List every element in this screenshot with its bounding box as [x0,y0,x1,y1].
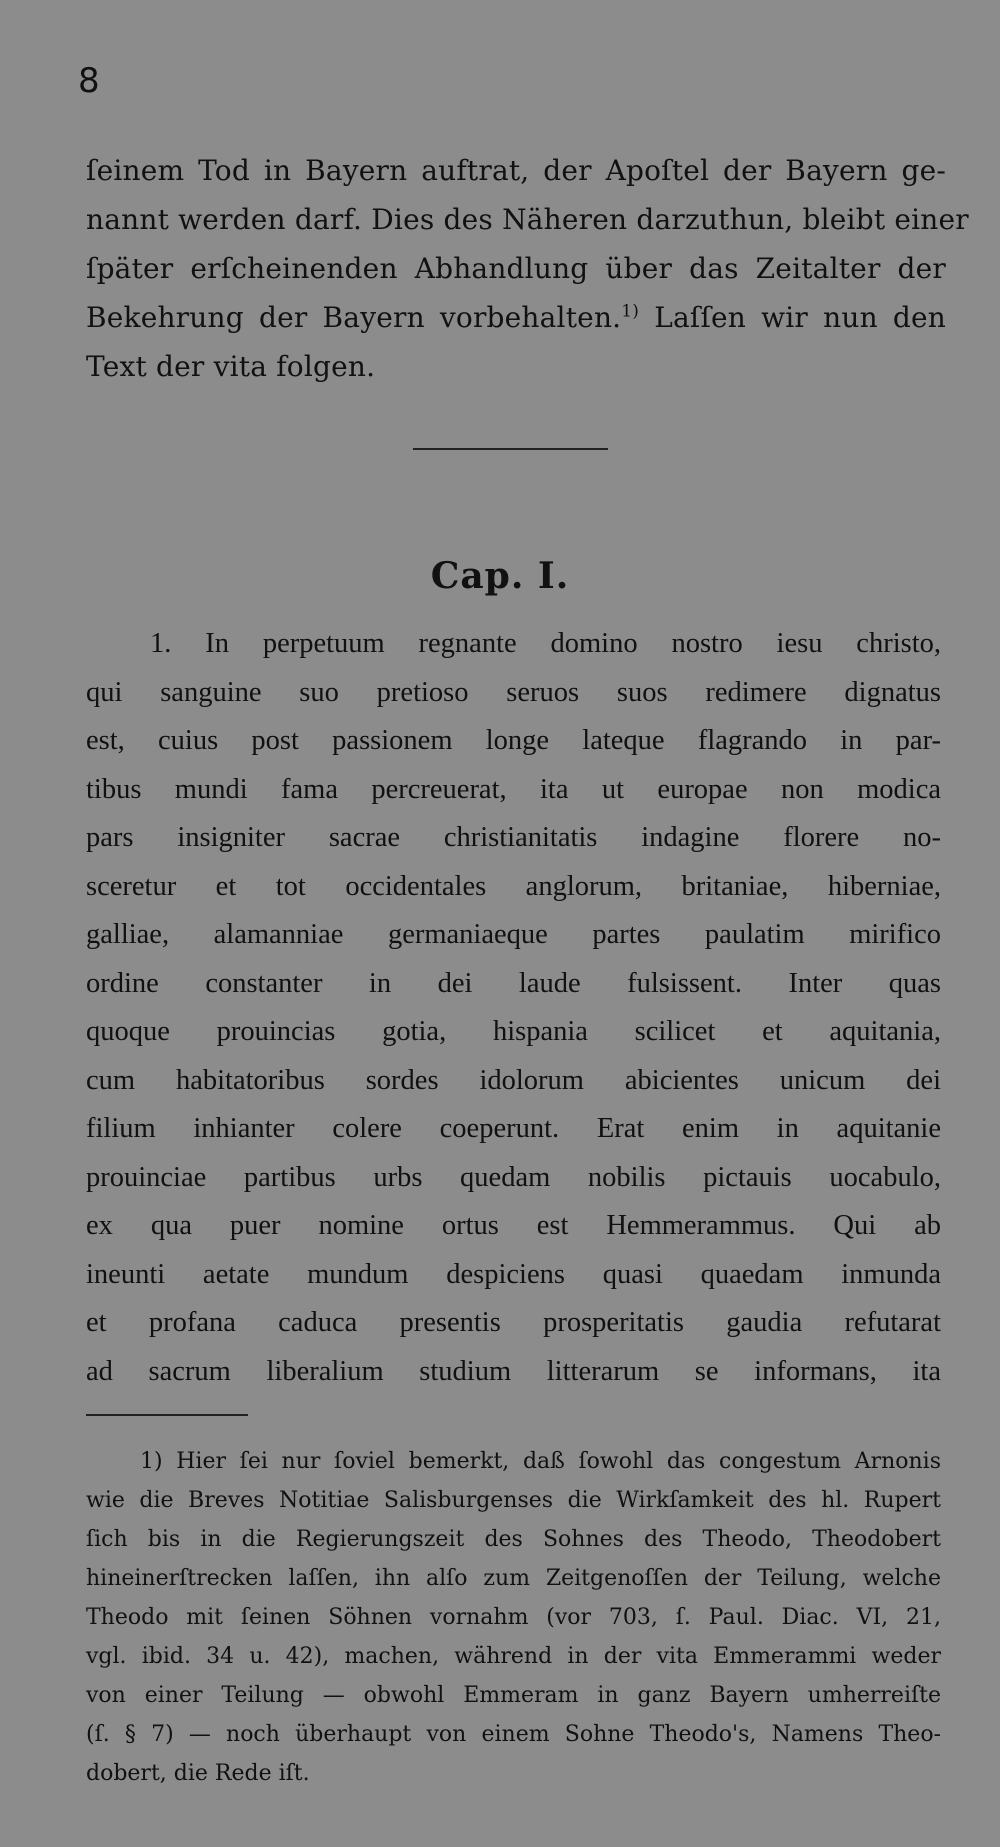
footnote-line: (ſ. § 7) — noch überhaupt von einem Sohne Theodo's, Namens Theo- [86,1722,941,1747]
body-line: quoque prouincias gotia, hispania scilicet et aquitania, [86,1016,941,1047]
intro-line: ſpäter erſcheinenden Abhandlung über das Zeitalter der [86,252,946,285]
body-line: ineunti aetate mundum despiciens quasi quaedam inmunda [86,1258,941,1290]
section-divider [413,448,608,450]
footnote-line: dobert, die Rede iſt. [86,1761,310,1786]
body-line: ordine constanter in dei laude fulsissent. Inter quas [86,967,941,999]
footnote-reference: 1) [621,301,640,322]
intro-line: Text der vita folgen. [86,350,376,383]
body-line: pars insigniter sacrae christianitatis indagine florere no- [86,822,941,853]
footnote-line: hineinerſtrecken laſſen, ihn alſo zum Zeitgenoſſen der Teilung, welche [86,1566,941,1591]
body-line: ad sacrum liberalium studium litterarum se informans, ita [86,1355,941,1387]
intro-line: nannt werden darf. Dies des Näheren darzuthun, bleibt einer [86,203,969,236]
body-line: sceretur et tot occidentales anglorum, britaniae, hiberniae, [86,870,941,902]
footnote-line: ſich bis in die Regierungszeit des Sohnes des Theodo, Theodobert [86,1527,941,1552]
body-line: ex qua puer nomine ortus est Hemmerammus. Qui ab [86,1210,941,1241]
footnote-line: wie die Breves Notitiae Salisburgenses die Wirkſamkeit des hl. Rupert [86,1488,941,1513]
chapter-heading: Cap. I. [430,555,570,597]
intro-line: ſeinem Tod in Bayern auftrat, der Apoſtel der Bayern ge- [86,154,946,187]
body-line: et profana caduca presentis prosperitatis gaudia refutarat [86,1307,941,1338]
body-line: est, cuius post passionem longe lateque flagrando in par- [86,725,941,756]
intro-line-with-footnote [86,293,946,342]
intro-line-tail: Laſſen wir nun den [639,301,947,334]
body-line: galliae, alamanniae germaniaeque partes paulatim mirifico [86,919,941,950]
body-line: cum habitatoribus sordes idolorum abicientes unicum dei [86,1064,941,1096]
body-line: qui sanguine suo pretioso seruos suos redimere dignatus [86,676,941,708]
body-line: tibus mundi fama percreuerat, ita ut europae non modica [86,773,941,805]
body-line: prouinciae partibus urbs quedam nobilis pictauis uocabulo, [86,1161,941,1193]
body-line: 1. In perpetuum regnante domino nostro iesu christo, [150,628,941,659]
intro-line-head: Bekehrung der Bayern vorbehalten. [86,301,622,334]
footnote-line: von einer Teilung — obwohl Emmeram in ganz Bayern umherreiſte [86,1683,941,1708]
footnote-line: vgl. ibid. 34 u. 42), machen, während in der vita Emmerammi weder [86,1644,941,1669]
body-line: filium inhianter colere coeperunt. Erat enim in aquitanie [86,1113,941,1144]
footnote-line: 1) Hier ſei nur ſoviel bemerkt, daß ſowohl das congestum Arnonis [140,1449,941,1474]
page-number: 8 [78,61,100,101]
footnote-line: Theodo mit ſeinen Söhnen vornahm (vor 703, ſ. Paul. Diac. VI, 21, [86,1605,941,1630]
footnote-block [86,1442,941,1793]
footnote-rule [86,1414,248,1416]
body-paragraph [86,620,941,1396]
intro-paragraph [86,146,969,391]
